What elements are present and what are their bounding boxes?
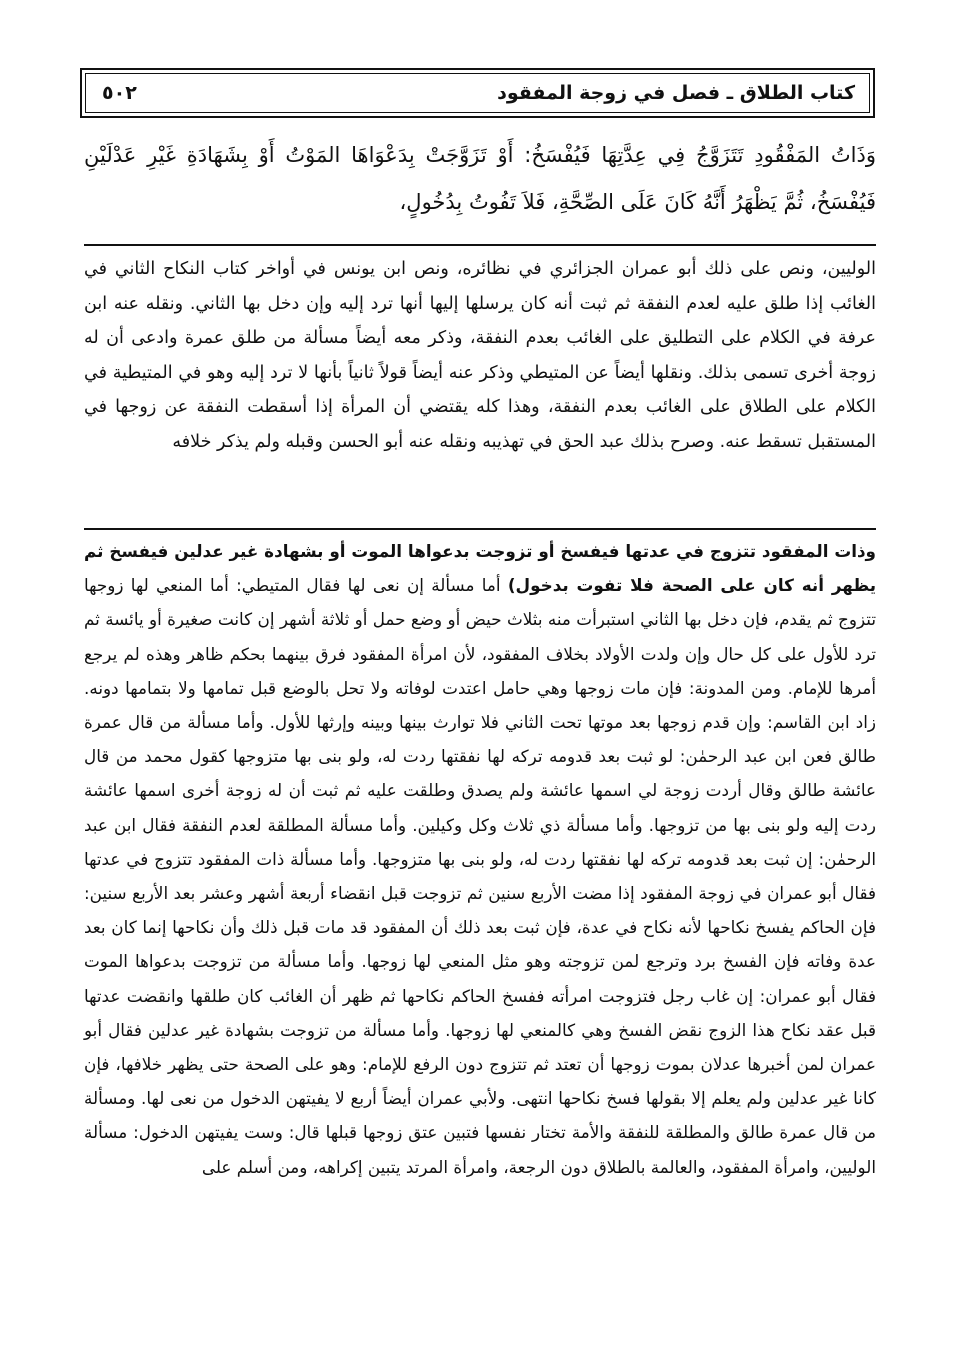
section-divider-top [84,244,876,246]
section-divider-bottom [84,528,876,530]
chapter-title: كتاب الطلاق ـ فصل في زوجة المفقود [497,82,855,104]
matn-text: وَذَاتُ المَفْقُودِ تَتَزَوَّجُ فِي عِدَّتِهَا فَيُفْسَخُ: أَوْ تَزَوَّجَتْ بِدَعْوَاهَا المَوْتُ أَوْ بِشَهَادَةِ غَيْرِ عَدْلَيْنِ فَيُفْسَخُ، ثُمَّ يَظْهَرُ أَنَّهُ كَانَ عَلَى الصِّحَّةِ، فَلاَ تَفُوتُ بِدُخُولٍ، [84,143,876,214]
commentary-lemma: وذات المفقود تتزوج في عدتها فيفسخ أو تزوجت بدعواها الموت أو بشهادة غير عدلين فيفسخ ثم يظهر أنه كان على الصحة فلا تفوت بدخول) [84,541,876,596]
page-number: ٥٠٢ [102,82,137,104]
main-commentary [84,534,876,1184]
running-header [80,68,875,118]
margin-commentary: الوليين، ونص على ذلك أبو عمران الجزائري في نظائره، ونص ابن يونس في أواخر كتاب النكاح الثاني في الغائب إذا طلق عليه لعدم النفقة ثم ثبت أنه كان يرسلها إليها أنها ترد إليه وإن دخل بها الثاني. ونقله عنه ابن عرفة في الكلام على التطليق على الغائب بعدم النفقة، وذكر معه أيضاً مسألة من طلق عمرة وادعى أن له زوجة أخرى تسمى بذلك. ونقلها أيضاً عن المتيطي وذكر عنه أيضاً قولاً ثانياً بأنها لا ترد إليه وهو في المتيطية في الكلام على الطلاق على الغائب بعدم النفقة، وهذا كله يقتضي أن المرأة إذا أسقطت النفقة عن زوجها في المستقبل تسقط عنه. وصرح بذلك عبد الحق في تهذيبه ونقله عنه أبو الحسن وقبله ولم يذكر خلافه [84,259,876,452]
commentary-body: أما مسألة إن نعى لها فقال المتيطي: أما المنعي لها زوجها تتزوج ثم يقدم، فإن دخل بها الثاني استبرأت منه بثلاث حيض أو وضع حمل أو ثلاثة أشهر إن كانت صغيرة أو يائسة ثم ترد للأول على كل حال وإن ولدت الأولاد بخلاف المفقود، لأن امرأة المفقود فرق بينهما بحكم ظاهر وهذه لم يرجع أمرها للإمام. ومن المدونة: فإن مات زوجها وهي حامل اعتدت لوفاته ولا تحل بالوضع قبل تمامها ولا بتمامها دونه. زاد ابن القاسم: وإن قدم زوجها بعد موتها تحت الثاني فلا توارث بينها وبينه وإرثها للأول. وأما مسألة من قال عمرة طالق فعن ابن عبد الرحمٰن: لو ثبت بعد قدومه تركه لها نفقتها ردت له، ولو بنى بها متزوجها كقول محمد من قال عائشة طالق وقال أردت زوجة لي اسمها عائشة ولم يصدق وطلقت عليه ثم ثبت أن له زوجة أخرى اسمها عائشة ردت إليه ولو بنى بها من تزوجها. وأما مسألة ذي ثلاث وكل وكيلين. وأما مسألة المطلقة لعدم النفقة فقال ابن عبد الرحمٰن: إن ثبت بعد قدومه تركه لها نفقتها ردت له، ولو بنى بها متزوجها. وأما مسألة ذات المفقود تتزوج في عدتها فقال أبو عمران في زوجة المفقود إذا مضت الأربع سنين ثم تزوجت قبل انقضاء أربعة أشهر وعشر بعد الأربع سنين: فإن الحاكم يفسخ نكاحها لأنه نكاح في عدة، فإن ثبت بعد ذلك أن المفقود قد مات قبل ذلك وأن نكاحها إنما كان بعد عدة وفاته فإن الفسخ برد وترجع لمن تزوجته وهو مثل المنعي لها زوجها. وأما مسألة من تزوجت بدعواها الموت فقال أبو عمران: إن غاب رجل فتزوجت امرأته ففسخ الحاكم نكاحها ثم ظهر أن الغائب كان طلقها وانقضت عدتها قبل عقد نكاح هذا الزوج نقض الفسخ وهي كالمنعي لها زوجها. وأما مسألة من تزوجت بشهادة غير عدلين فقال أبو عمران لمن أخبرها عدلان بموت زوجها أن تعتد ثم تتزوج دون الرفع للإمام: وهو على الصحة حتى يظهر خلافها، فإن كانا غير عدلين ولم يعلم إلا بقولها فسخ نكاحها انتهى. ولأبي عمران أيضاً أربع لا يفيتهن الدخول من نعى لها. ومسألة من قال عمرة طالق والمطلقة للنفقة والأمة تختار نفسها فتبين عتق زوجها قبلها قال: وست يفيتهن الدخول: مسألة الوليين، وامرأة المفقود، والعالمة بالطلاق دون الرجعة، وامرأة المرتد يتبين إكراهه، ومن أسلم على [84,575,876,1177]
